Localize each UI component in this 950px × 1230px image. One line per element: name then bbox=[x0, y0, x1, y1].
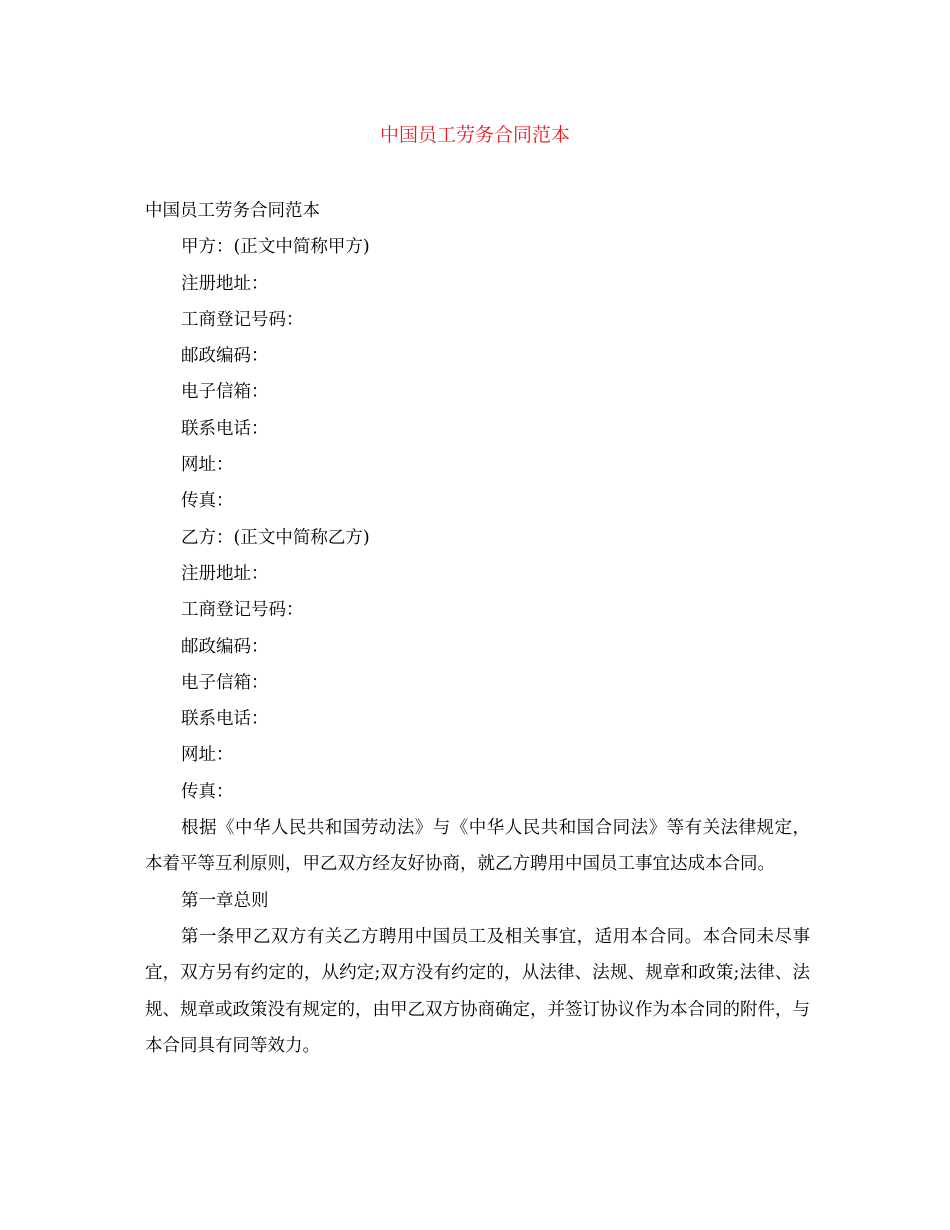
party-a-heading: 甲方：(正文中简称甲方) bbox=[181, 237, 370, 258]
chapter-1-heading: 第一章总则 bbox=[181, 890, 269, 911]
document-title: 中国员工劳务合同范本 bbox=[379, 124, 570, 146]
party-a-field-email: 电子信箱： bbox=[181, 382, 269, 403]
preamble-paragraph: 根据《中华人民共和国劳动法》与《中华人民共和国合同法》等有关法律规定，本着平等互利原则，甲乙双方经友好协商，就乙方聘用中国员工事宜达成本合同。 bbox=[145, 818, 810, 875]
party-b-heading: 乙方：(正文中简称乙方) bbox=[181, 527, 370, 548]
party-b-field-phone: 联系电话： bbox=[181, 709, 269, 730]
party-b-field-registration: 工商登记号码： bbox=[181, 600, 304, 621]
party-a-field-phone: 联系电话： bbox=[181, 418, 269, 439]
party-a-field-registration: 工商登记号码： bbox=[181, 309, 304, 330]
party-a-field-postcode: 邮政编码： bbox=[181, 346, 269, 367]
document-subtitle: 中国员工劳务合同范本 bbox=[145, 201, 320, 221]
party-b-field-fax: 传真： bbox=[181, 781, 234, 802]
party-b-field-website: 网址： bbox=[181, 745, 234, 766]
article-1-paragraph: 第一条甲乙双方有关乙方聘用中国员工及相关事宜，适用本合同。本合同未尽事宜，双方另有约定的，从约定;双方没有约定的，从法律、法规、规章和政策;法律、法规、规章或政策没有规定的，由甲乙双方协商确定，并签订协议作为本合同的附件，与本合同具有同等效力。 bbox=[145, 926, 810, 1056]
party-b-field-postcode: 邮政编码： bbox=[181, 636, 269, 657]
document-body bbox=[145, 193, 810, 1064]
party-a-field-address: 注册地址： bbox=[181, 273, 269, 294]
party-a-field-fax: 传真： bbox=[181, 491, 234, 512]
party-b-field-address: 注册地址： bbox=[181, 563, 269, 584]
party-a-field-website: 网址： bbox=[181, 455, 234, 476]
party-b-field-email: 电子信箱： bbox=[181, 672, 269, 693]
